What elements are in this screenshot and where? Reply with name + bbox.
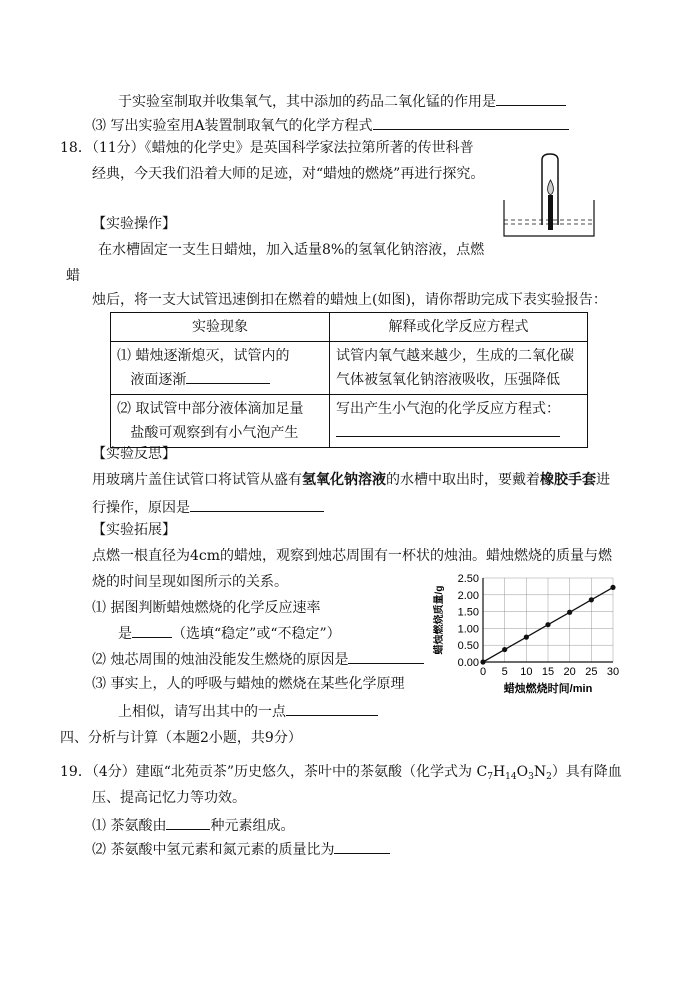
- top-line-1: 于实验室制取并收集氧气，其中添加的药品二氧化锰的作用是: [118, 90, 566, 112]
- table-header: 解释或化学反应方程式: [330, 313, 588, 342]
- x-axis-label: 蜡烛燃烧时间/min: [503, 683, 593, 695]
- y-tick-label: 1.50: [457, 606, 479, 619]
- y-tick-label: 0.50: [457, 640, 479, 653]
- ext-text-2: 烧的时间呈现如图所示的关系。: [92, 574, 288, 590]
- ext-sub-1b: 是 （选填“稳定”或“不稳定”）: [118, 622, 341, 644]
- answer-blank[interactable]: [190, 496, 324, 512]
- candle: [548, 195, 553, 230]
- top-line-2: ⑶ 写出实验室用A装置制取氧气的化学方程式: [92, 114, 569, 136]
- q19-sub-2: ⑵ 茶氨酸中氢元素和氮元素的质量比为: [92, 838, 390, 860]
- candle-mass-chart: [428, 570, 628, 698]
- table-cell: 写出产生小气泡的化学反应方程式：: [330, 395, 588, 448]
- y-tick-label: 2.50: [457, 573, 479, 585]
- table-cell: 试管内氧气越来越少，生成的二氧化碳 气体被氢氧化钠溶液吸收，压强降低: [330, 342, 588, 395]
- experiment-report-table: [110, 312, 588, 448]
- data-point: [545, 622, 550, 627]
- section-4-title: 四、分析与计算（本题2小题，共9分）: [60, 730, 302, 746]
- op-text-wrap: 蜡: [66, 268, 80, 284]
- x-tick-label: 5: [501, 666, 508, 678]
- data-point: [502, 647, 507, 652]
- answer-blank[interactable]: [132, 622, 172, 638]
- table-cell: ⑵ 取试管中部分液体滴加足量 盐酸可观察到有小气泡产生: [111, 395, 330, 448]
- op-text-2: 烛后，将一支大试管迅速倒扣在燃着的蜡烛上(如图)，请你帮助完成下表实验报告：: [92, 292, 607, 308]
- q18-line2: 经典，今天我们沿着大师的足迹，对“蜡烛的燃烧”再进行探究。: [92, 166, 485, 182]
- x-tick-label: 30: [606, 666, 620, 678]
- ext-text-1: 点燃一根直径为4cm的蜡烛，观察到烛芯周围有一杯状的烛油。蜡烛燃烧的质量与燃: [92, 548, 613, 564]
- x-tick-label: 0: [479, 666, 487, 678]
- y-tick-label: 2.00: [457, 589, 479, 602]
- q19-sub-1: ⑴ 茶氨酸由 种元素组成。: [92, 814, 294, 836]
- y-tick-label: 0.00: [457, 657, 479, 669]
- reflect-line-1: 用玻璃片盖住试管口将试管从盛有氢氧化钠溶液的水槽中取出时，要戴着橡胶手套进: [92, 472, 610, 488]
- x-tick-label: 10: [520, 666, 533, 678]
- q19-line-1: 19．（4分）建瓯“北苑贡茶”历史悠久，茶叶中的茶氨酸（化学式为 $C_7H_{14}O_3N_2$）具有降血: [60, 764, 622, 782]
- x-tick-label: 25: [585, 666, 598, 678]
- ext-sub-2: ⑵ 烛芯周围的烛油没能发生燃烧的原因是: [92, 648, 424, 670]
- ext-sub-3a: ⑶ 事实上，人的呼吸与蜡烛的燃烧在某些化学原理: [92, 676, 405, 692]
- table-row: [111, 395, 588, 448]
- x-tick-label: 15: [541, 666, 555, 678]
- answer-blank[interactable]: [286, 700, 378, 716]
- answer-blank[interactable]: [348, 648, 424, 664]
- ext-title: 【实验拓展】: [92, 522, 176, 538]
- apparatus-figure: [500, 150, 600, 240]
- y-tick-label: 1.00: [457, 623, 479, 636]
- table-row: [111, 342, 588, 395]
- reflect-title: 【实验反思】: [92, 446, 176, 462]
- answer-blank[interactable]: [334, 838, 390, 854]
- ext-sub-3b: 上相似，请写出其中的一点: [118, 700, 378, 722]
- data-point: [589, 597, 594, 602]
- data-point: [610, 585, 615, 590]
- reflect-line-2: 行操作，原因是: [92, 496, 324, 518]
- q19-line-2: 压、提高记忆力等功效。: [92, 790, 246, 806]
- data-point: [567, 610, 572, 615]
- y-axis-label: 蜡烛燃烧质量/g: [434, 585, 445, 655]
- ext-sub-1a: ⑴ 据图判断蜡烛燃烧的化学反应速率: [92, 600, 321, 616]
- flame-icon: [548, 180, 554, 195]
- table-header-row: [111, 313, 588, 342]
- answer-blank[interactable]: [186, 368, 270, 384]
- x-tick-label: 20: [563, 666, 576, 678]
- table-cell: ⑴ 蜡烛逐渐熄灭，试管内的 液面逐渐: [111, 342, 330, 395]
- answer-blank[interactable]: [373, 114, 569, 130]
- data-point: [480, 659, 485, 664]
- op-text-1: 在水槽固定一支生日蜡烛，加入适量8%的氢氧化钠溶液，点燃: [98, 242, 485, 258]
- data-point: [524, 635, 529, 640]
- answer-blank[interactable]: [166, 814, 210, 830]
- table-header: 实验现象: [111, 313, 330, 342]
- op-title: 【实验操作】: [92, 216, 176, 232]
- answer-blank[interactable]: [496, 90, 566, 106]
- answer-blank[interactable]: [336, 421, 560, 437]
- q18-header: 18．（11分）《蜡烛的化学史》是英国科学家法拉第所著的传世科普: [60, 140, 474, 156]
